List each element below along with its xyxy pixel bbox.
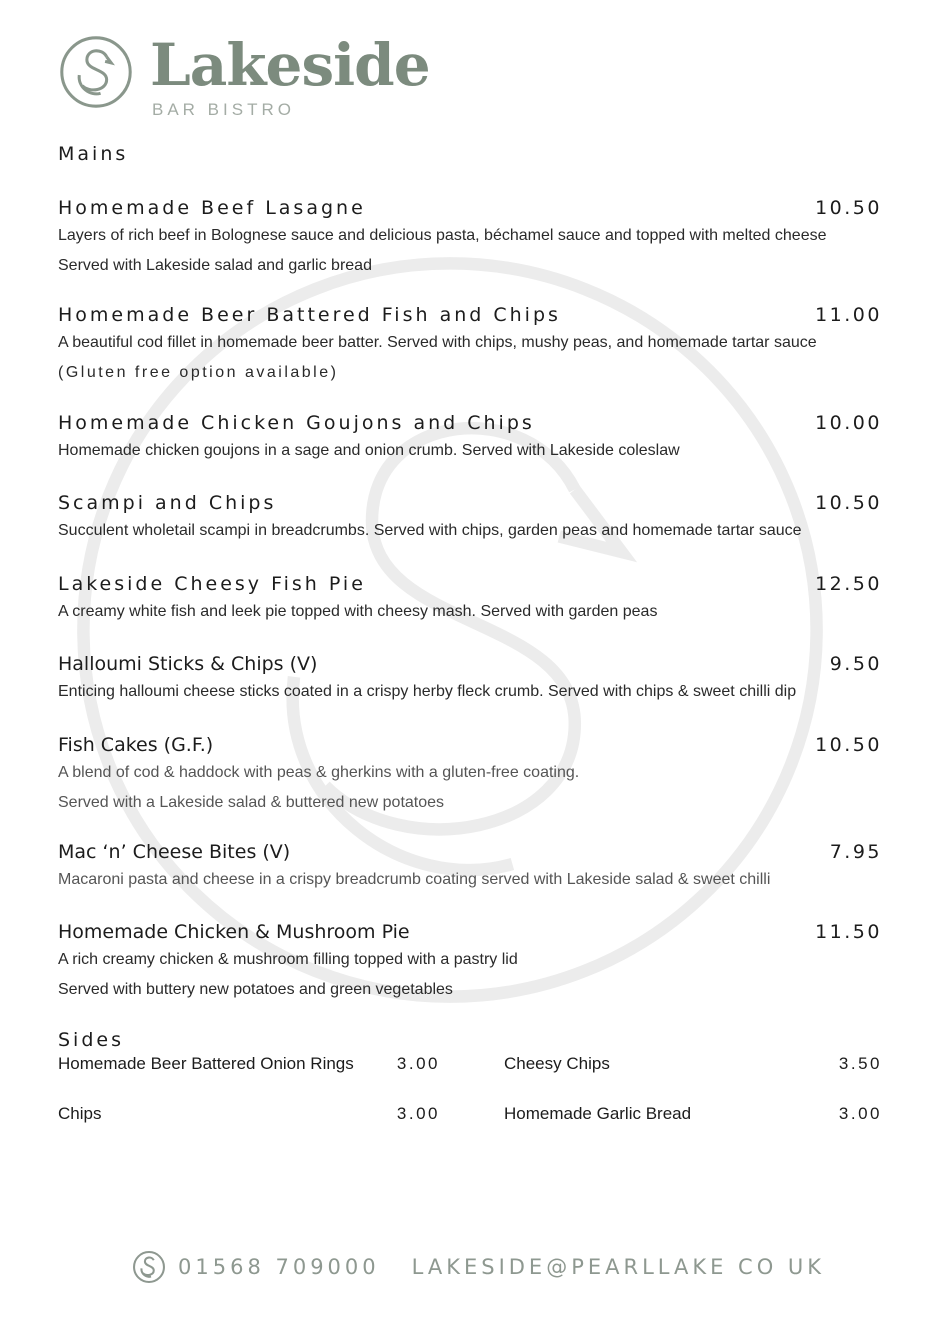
footer-phone[interactable]: 01568 709000 — [178, 1255, 380, 1279]
item-name: Homemade Chicken Goujons and Chips — [58, 412, 535, 434]
menu-item — [58, 492, 882, 544]
item-description: Macaroni pasta and cheese in a crispy breadcrumb coating served with Lakeside salad & sweet chilli — [58, 871, 771, 888]
item-price: 11.00 — [815, 304, 882, 326]
item-price: 7.95 — [829, 841, 882, 863]
item-description: Served with Lakeside salad and garlic bread — [58, 257, 372, 274]
brand-title: Lakeside — [150, 31, 430, 99]
side-item — [504, 1104, 882, 1124]
menu-item — [58, 653, 882, 705]
side-name: Homemade Beer Battered Onion Rings — [58, 1054, 354, 1073]
swan-circle-icon — [132, 1250, 166, 1284]
item-description: A blend of cod & haddock with peas & gherkins with a gluten-free coating. — [58, 764, 580, 781]
item-name: Fish Cakes (G.F.) — [58, 734, 214, 756]
side-item — [58, 1054, 440, 1074]
side-name: Cheesy Chips — [504, 1054, 610, 1073]
menu-item — [58, 841, 882, 893]
item-description: Homemade chicken goujons in a sage and onion crumb. Served with Lakeside coleslaw — [58, 442, 680, 459]
item-price: 10.50 — [815, 492, 882, 514]
footer-contact — [132, 1250, 825, 1284]
item-price: 10.50 — [815, 197, 882, 219]
item-note: (Gluten free option available) — [58, 364, 339, 381]
menu-item — [58, 197, 882, 279]
item-description: A creamy white fish and leek pie topped with cheesy mash. Served with garden peas — [58, 603, 658, 620]
menu-item — [58, 304, 882, 386]
item-description: Served with a Lakeside salad & buttered new potatoes — [58, 794, 445, 811]
item-name: Scampi and Chips — [58, 492, 277, 514]
item-name: Halloumi Sticks & Chips (V) — [58, 653, 318, 675]
item-price: 10.50 — [815, 734, 882, 756]
side-item — [504, 1054, 882, 1074]
side-price: 3.00 — [396, 1104, 440, 1123]
footer-email[interactable]: LAKESIDE@PEARLLAKE CO UK — [411, 1255, 826, 1279]
item-price: 9.50 — [829, 653, 882, 675]
item-price: 11.50 — [815, 921, 882, 943]
item-name: Homemade Beef Lasagne — [58, 197, 366, 219]
mains-section-title: Mains — [58, 143, 129, 165]
item-description: Served with buttery new potatoes and green vegetables — [58, 981, 453, 998]
side-price: 3.00 — [396, 1054, 440, 1073]
item-description: A rich creamy chicken & mushroom filling topped with a pastry lid — [58, 951, 518, 968]
item-price: 10.00 — [815, 412, 882, 434]
side-item — [58, 1104, 440, 1124]
menu-item — [58, 412, 882, 464]
item-name: Mac ‘n’ Cheese Bites (V) — [58, 841, 291, 863]
brand-subtitle: BAR BISTRO — [152, 100, 295, 119]
side-price: 3.50 — [838, 1054, 882, 1073]
side-name: Chips — [58, 1104, 102, 1123]
item-description: Enticing halloumi cheese sticks coated in a crispy herby fleck crumb. Served with chips & sweet chilli dip — [58, 683, 797, 700]
menu-item — [58, 921, 882, 1003]
brand-logo — [58, 31, 430, 120]
sides-section-title: Sides — [58, 1029, 124, 1051]
menu-item — [58, 734, 882, 816]
item-name: Lakeside Cheesy Fish Pie — [58, 573, 366, 595]
item-description: A beautiful cod fillet in homemade beer batter. Served with chips, mushy peas, and homemade tartar sauce — [58, 334, 817, 351]
menu-item — [58, 573, 882, 625]
item-name: Homemade Beer Battered Fish and Chips — [58, 304, 561, 326]
item-price: 12.50 — [815, 573, 882, 595]
side-name: Homemade Garlic Bread — [504, 1104, 692, 1123]
item-description: Succulent wholetail scampi in breadcrumbs. Served with chips, garden peas and homemade tartar sauce — [58, 522, 802, 539]
swan-circle-icon — [58, 34, 134, 110]
item-name: Homemade Chicken & Mushroom Pie — [58, 921, 410, 943]
sides-list — [58, 1054, 882, 1154]
side-price: 3.00 — [838, 1104, 882, 1123]
item-description: Layers of rich beef in Bolognese sauce and delicious pasta, béchamel sauce and topped with melted cheese — [58, 227, 827, 244]
